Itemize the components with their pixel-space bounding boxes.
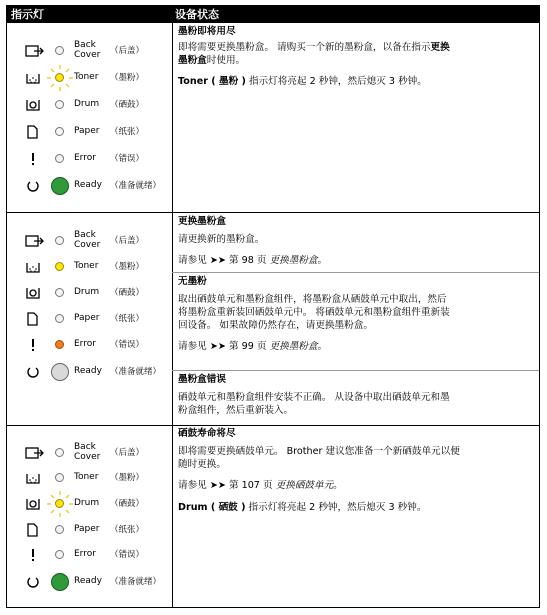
led-paper <box>55 127 64 136</box>
status-title: 硒鼓寿命将尽 <box>178 428 236 439</box>
exclamation-icon <box>25 338 45 352</box>
led-error <box>55 340 64 349</box>
note-ready: （准备就绪） <box>110 367 162 377</box>
status-title: 墨粉盒错误 <box>178 374 226 385</box>
led-row-back-cover <box>7 41 172 61</box>
status-note: Toner ( 墨粉 ) 指示灯将亮起 2 秒钟，然后熄灭 3 秒钟。 <box>178 76 427 87</box>
status-description: 请更换新的墨粉盒。 <box>178 234 265 245</box>
status-description: 取出硒鼓单元和墨粉盒组件，将墨粉盒从硒鼓单元中取出，然后 将墨粉盒重新装回硒鼓单元中。 将硒鼓单元和墨粉盒组件重新装 回设备。 如果故障仍然存在，请更换墨粉盒。 <box>178 294 450 331</box>
led-ready <box>51 177 69 195</box>
label-drum: Drum <box>74 287 100 297</box>
reference-link[interactable]: 更换硒鼓单元 <box>275 480 334 491</box>
status-reference: 请参见 ➤➤ 第 99 页 更换墨粉盒。 <box>178 341 328 352</box>
note-back-cover: （后盖） <box>110 236 145 246</box>
label-toner: Toner <box>74 261 99 271</box>
led-drum <box>55 100 64 109</box>
led-row-drum <box>7 494 172 514</box>
note-toner: （墨粉） <box>110 473 145 483</box>
status-replace-toner <box>178 215 536 267</box>
led-toner <box>55 73 64 82</box>
paper-icon <box>25 312 45 326</box>
note-error: （错误） <box>110 154 145 164</box>
led-row-toner <box>7 68 172 88</box>
row-divider <box>172 272 539 273</box>
note-error: （错误） <box>110 340 145 350</box>
led-toner <box>55 262 64 271</box>
note-error: （错误） <box>110 550 145 560</box>
led-row-ready <box>7 176 172 196</box>
led-row-error <box>7 335 172 355</box>
led-row-error <box>7 545 172 565</box>
led-row-toner <box>7 257 172 277</box>
led-row-paper <box>7 122 172 142</box>
label-drum: Drum <box>74 498 100 508</box>
note-drum: （硒鼓） <box>110 288 145 298</box>
exclamation-icon <box>25 548 45 562</box>
led-back-cover <box>55 236 64 245</box>
status-title: 无墨粉 <box>178 276 207 287</box>
paper-icon <box>25 523 45 537</box>
toner-icon <box>25 260 45 274</box>
label-back-cover: Back Cover <box>74 40 101 60</box>
led-row-drum <box>7 283 172 303</box>
reference-link[interactable]: 更换墨粉盒 <box>269 255 318 266</box>
label-back-cover: Back Cover <box>74 230 101 250</box>
column-divider <box>172 23 173 607</box>
led-row-back-cover <box>7 443 172 463</box>
label-toner: Toner <box>74 72 99 82</box>
status-no-toner <box>178 275 536 353</box>
led-back-cover <box>55 448 64 457</box>
header-indicator: 指示灯 <box>11 8 44 21</box>
status-toner-error <box>178 373 536 417</box>
led-ready <box>51 573 69 591</box>
row-divider <box>172 370 539 371</box>
label-back-cover: Back Cover <box>74 442 101 462</box>
note-ready: （准备就绪） <box>110 577 162 587</box>
drum-icon <box>25 286 45 300</box>
label-ready: Ready <box>74 576 102 586</box>
note-paper: （纸张） <box>110 314 145 324</box>
led-error <box>55 550 64 559</box>
table-header <box>7 6 539 23</box>
header-status: 设备状态 <box>175 8 219 21</box>
note-back-cover: （后盖） <box>110 448 145 458</box>
led-row-ready <box>7 572 172 592</box>
back-cover-icon <box>25 234 45 248</box>
label-error: Error <box>74 339 96 349</box>
led-paper <box>55 314 64 323</box>
led-row-drum <box>7 95 172 115</box>
reference-link[interactable]: 更换墨粉盒 <box>269 341 318 352</box>
status-description: 硒鼓单元和墨粉盒组件安装不正确。 从设备中取出硒鼓单元和墨 粉盒组件，然后重新装入。 <box>178 392 450 416</box>
note-paper: （纸张） <box>110 127 145 137</box>
label-error: Error <box>74 153 96 163</box>
note-back-cover: （后盖） <box>110 46 145 56</box>
led-drum <box>55 499 64 508</box>
status-toner-low <box>178 25 536 88</box>
back-cover-icon <box>25 446 45 460</box>
status-description: 即将需要更换硒鼓单元。 Brother 建议您准备一个新硒鼓单元以便 随时更换。 <box>178 446 460 470</box>
status-title: 墨粉即将用尽 <box>178 26 236 37</box>
power-icon <box>25 179 45 193</box>
led-row-back-cover <box>7 231 172 251</box>
led-row-ready <box>7 362 172 382</box>
led-row-paper <box>7 520 172 540</box>
label-ready: Ready <box>74 180 102 190</box>
status-reference: 请参见 ➤➤ 第 98 页 更换墨粉盒。 <box>178 255 328 266</box>
note-ready: （准备就绪） <box>110 181 162 191</box>
row-divider <box>7 425 539 426</box>
led-row-toner <box>7 468 172 488</box>
label-paper: Paper <box>74 126 100 136</box>
led-drum <box>55 288 64 297</box>
label-error: Error <box>74 549 96 559</box>
led-row-paper <box>7 309 172 329</box>
toner-icon <box>25 471 45 485</box>
led-row-error <box>7 149 172 169</box>
back-cover-icon <box>25 44 45 58</box>
label-toner: Toner <box>74 472 99 482</box>
led-back-cover <box>55 46 64 55</box>
led-status-table <box>6 5 540 608</box>
led-error <box>55 154 64 163</box>
led-ready <box>51 363 69 381</box>
paper-icon <box>25 125 45 139</box>
status-reference: 请参见 ➤➤ 第 107 页 更换硒鼓单元。 <box>178 480 343 491</box>
exclamation-icon <box>25 152 45 166</box>
row-divider <box>7 212 539 213</box>
note-drum: （硒鼓） <box>110 499 145 509</box>
power-icon <box>25 575 45 589</box>
label-ready: Ready <box>74 366 102 376</box>
toner-icon <box>25 71 45 85</box>
label-drum: Drum <box>74 99 100 109</box>
led-toner <box>55 473 64 482</box>
status-description: 即将需要更换墨粉盒。 请购买一个新的墨粉盒，以备在指示更换 墨粉盒时使用。 <box>178 42 450 66</box>
led-paper <box>55 525 64 534</box>
status-drum-end-soon <box>178 427 536 514</box>
drum-icon <box>25 98 45 112</box>
drum-icon <box>25 497 45 511</box>
power-icon <box>25 365 45 379</box>
note-toner: （墨粉） <box>110 262 145 272</box>
note-paper: （纸张） <box>110 525 145 535</box>
label-paper: Paper <box>74 524 100 534</box>
status-title: 更换墨粉盒 <box>178 216 226 227</box>
status-note: Drum ( 硒鼓 ) 指示灯将亮起 2 秒钟，然后熄灭 3 秒钟。 <box>178 502 427 513</box>
label-paper: Paper <box>74 313 100 323</box>
note-drum: （硒鼓） <box>110 100 145 110</box>
note-toner: （墨粉） <box>110 73 145 83</box>
